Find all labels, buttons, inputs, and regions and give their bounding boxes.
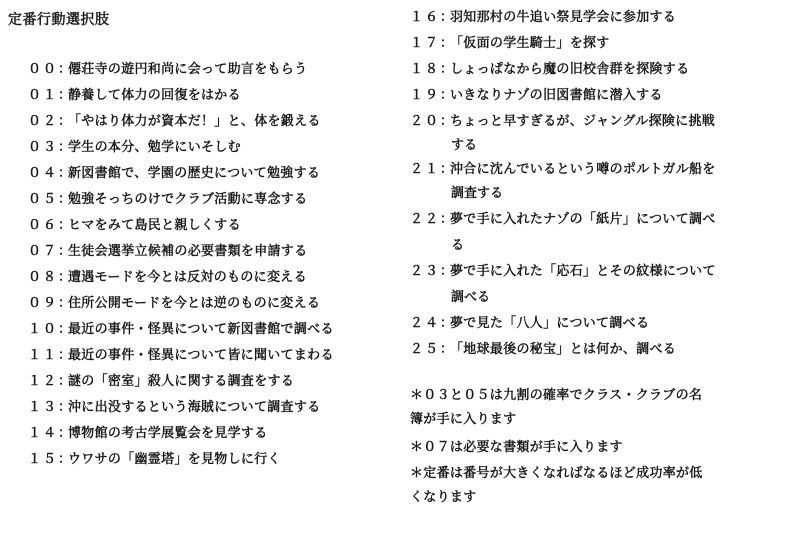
- list-item: ０１：静養して体力の回復をはかる: [28, 88, 241, 103]
- list-item: ００：僊荘寺の遊円和尚に会って助言をもらう: [28, 62, 308, 77]
- note-line: ＊０３と０５は九割の確率でクラス・クラブの名: [410, 388, 703, 403]
- list-item: ２２：夢で手に入れたナゾの「紙片」について調べ: [410, 212, 716, 227]
- list-item-continuation: る: [451, 238, 465, 253]
- list-item: ２１：沖合に沈んでいるという噂のポルトガル船を: [410, 162, 716, 177]
- list-item: ０９：住所公開モードを今とは逆のものに変える: [28, 296, 321, 311]
- note-line: ＊定番は番号が大きくなればなるほど成功率が低: [410, 466, 703, 481]
- list-item: １０：最近の事件・怪異について新図書館で調べる: [28, 322, 334, 337]
- list-item: １６：羽知那村の牛追い祭見学会に参加する: [410, 10, 677, 25]
- list-item: １３：沖に出没するという海賊について調査する: [28, 400, 321, 415]
- note-line: くなります: [410, 490, 477, 505]
- list-item: ０７：生徒会選挙立候補の必要書類を申請する: [28, 244, 308, 259]
- list-item: １１：最近の事件・怪異について皆に聞いてまわる: [28, 348, 334, 363]
- list-item: １４：博物館の考古学展覧会を見学する: [28, 426, 268, 441]
- list-item: １８：しょっぱなから魔の旧校舎群を探険する: [410, 62, 690, 77]
- list-item: １９：いきなりナゾの旧図書館に潜入する: [410, 88, 663, 103]
- list-item-continuation: する: [451, 138, 478, 153]
- list-item: １７：「仮面の学生騎士」を探す: [410, 36, 610, 51]
- list-item-continuation: 調べる: [451, 290, 491, 305]
- list-item: ０５：勉強そっちのけでクラブ活動に専念する: [28, 192, 308, 207]
- list-item: ２４：夢で見た「八人」について調べる: [410, 316, 650, 331]
- list-item: ０８：遭遇モードを今とは反対のものに変える: [28, 270, 307, 285]
- list-item: ０４：新図書館で、学園の歴史について勉強する: [28, 166, 321, 181]
- note-line: ＊０７は必要な書類が手に入ります: [410, 440, 623, 455]
- document-heading: 定番行動選択肢: [8, 12, 110, 28]
- list-item: ２５：「地球最後の秘宝」とは何か、調べる: [410, 342, 677, 357]
- list-item: ０３：学生の本分、勉学にいそしむ: [28, 140, 241, 155]
- list-item: ２３：夢で手に入れた「応石」とその紋様について: [410, 264, 716, 279]
- list-item: ０２：「やはり体力が資本だ！」と、体を鍛える: [28, 114, 321, 129]
- note-line: 簿が手に入ります: [410, 412, 517, 427]
- list-item: ０６：ヒマをみて島民と親しくする: [28, 218, 241, 233]
- list-item: ２０：ちょっと早すぎるが、ジャングル探険に挑戦: [410, 114, 716, 129]
- list-item: １２：謎の「密室」殺人に関する調査をする: [28, 374, 295, 389]
- list-item-continuation: 調査する: [451, 186, 504, 201]
- list-item: １５：ウワサの「幽霊塔」を見物しに行く: [28, 452, 281, 467]
